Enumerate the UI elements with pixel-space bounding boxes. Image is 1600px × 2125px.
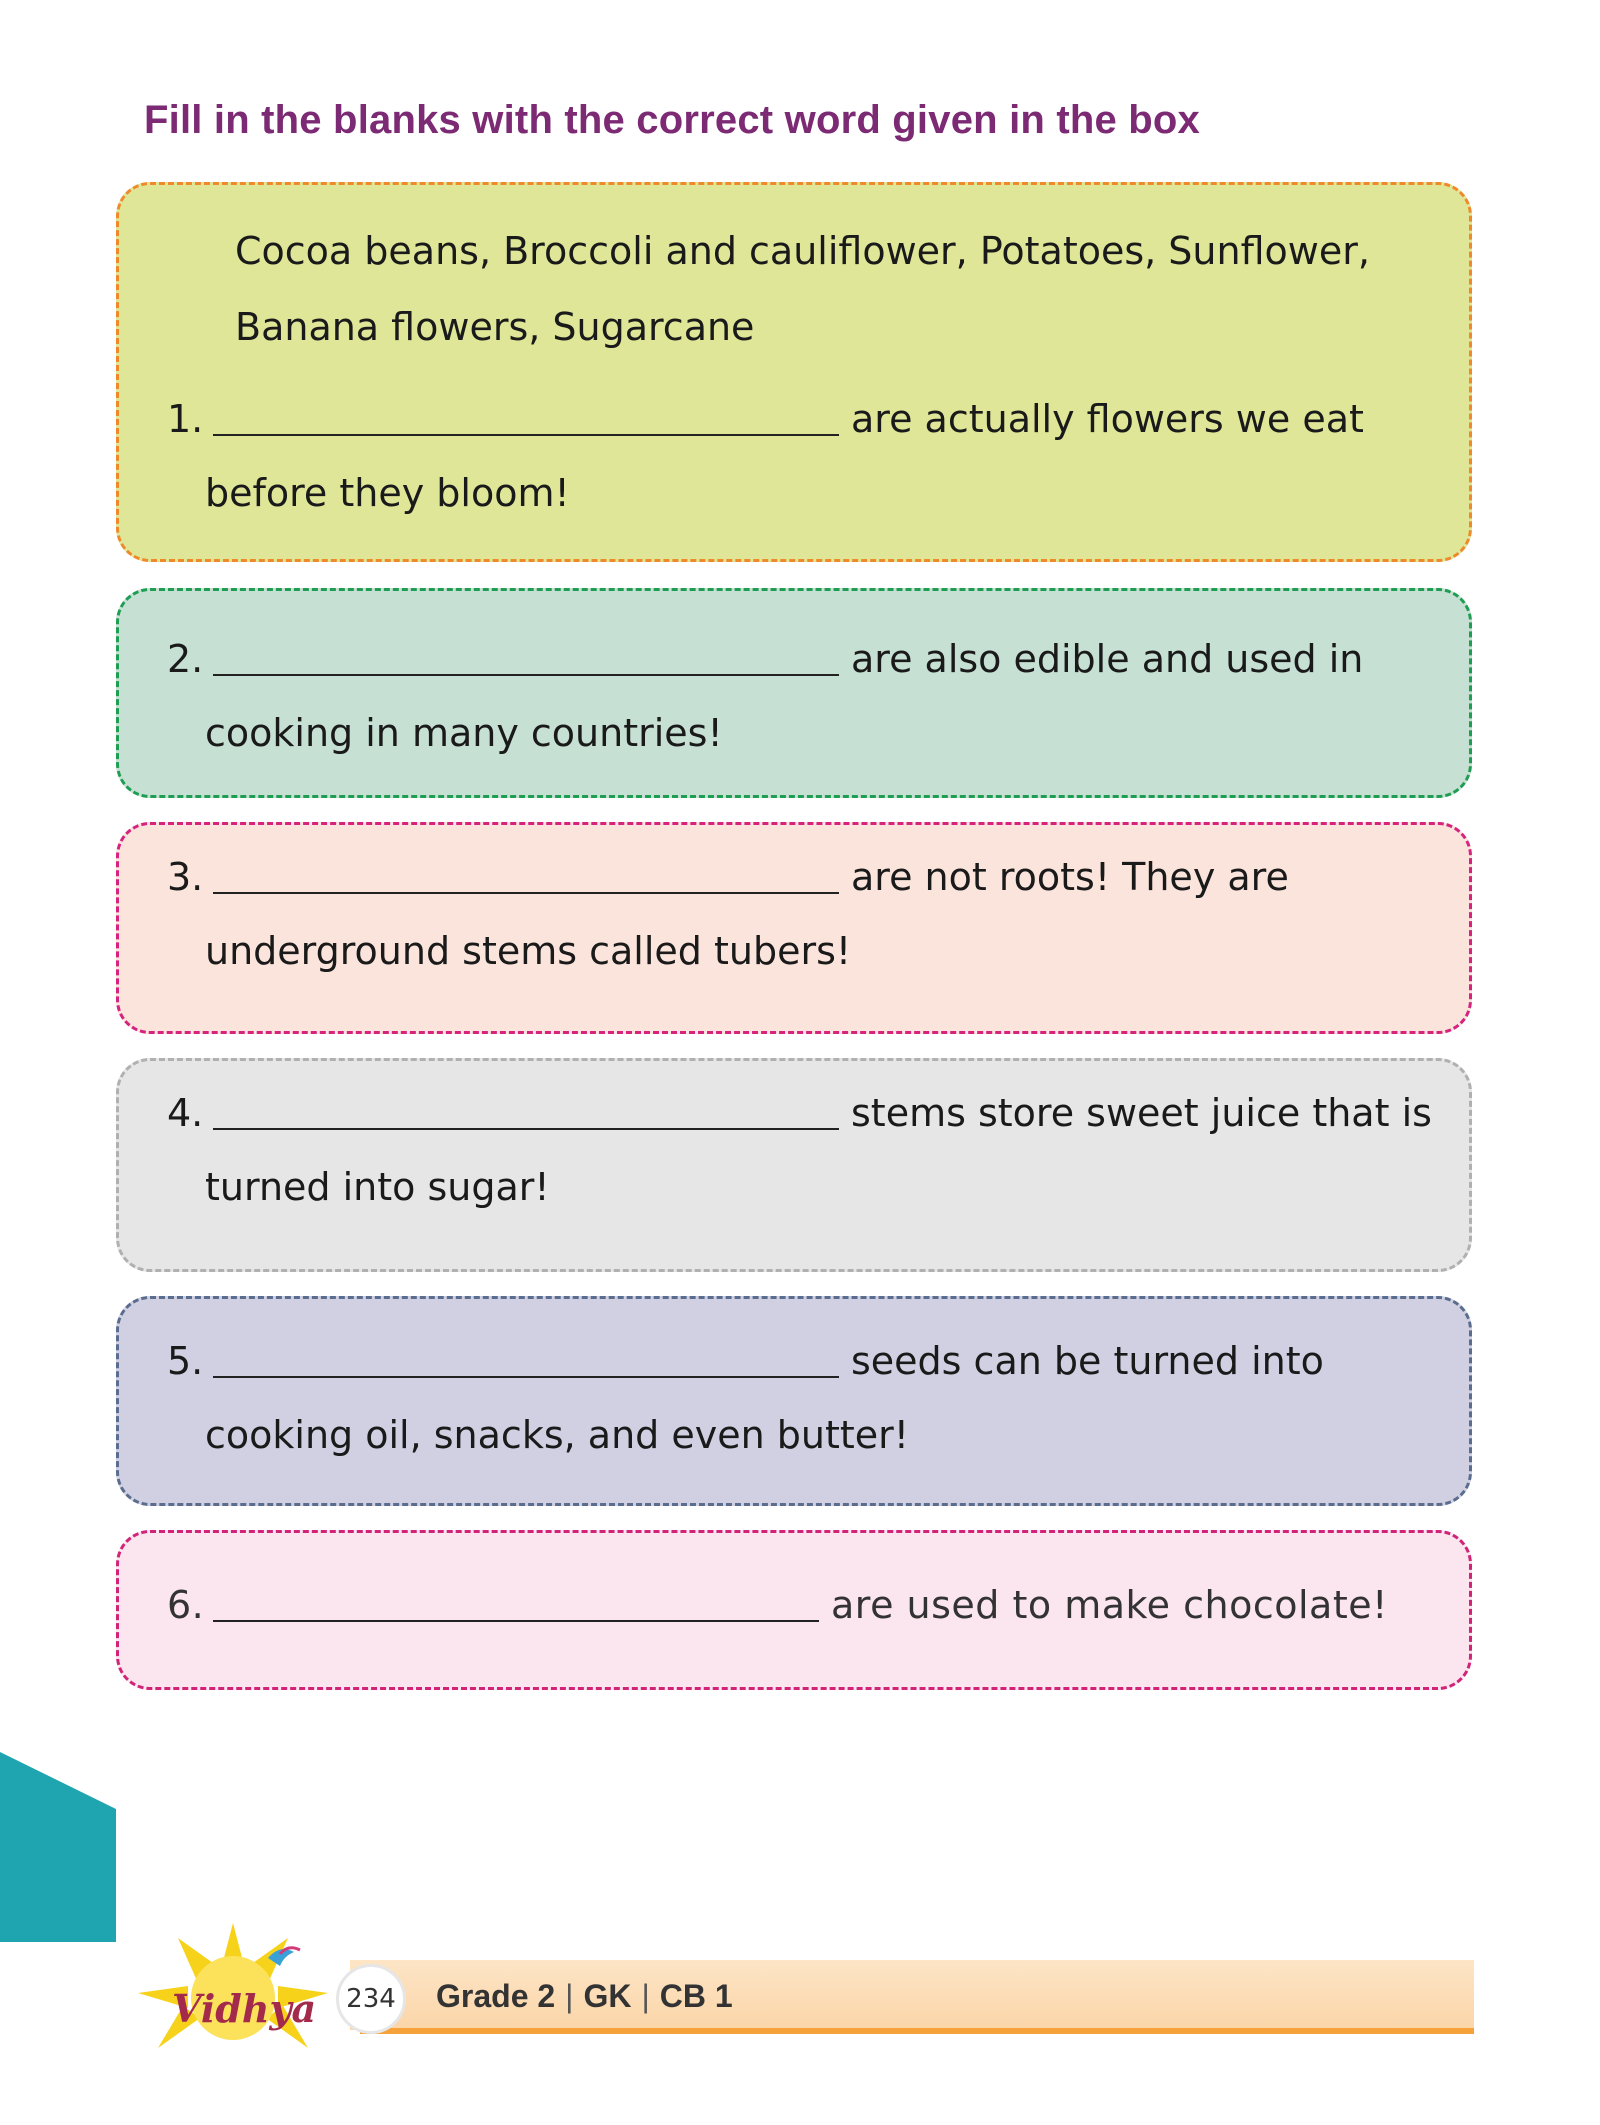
page-number: 234 (336, 1964, 406, 2034)
question-number: 3. (167, 855, 204, 899)
question-number: 4. (167, 1091, 204, 1135)
question-number: 5. (167, 1339, 204, 1383)
footer-book: CB 1 (659, 1978, 733, 2014)
page-title: Fill in the blanks with the correct word given in the box (144, 98, 1200, 142)
question-1 (167, 397, 1429, 441)
question-text: are actually flowers we eat (851, 397, 1364, 441)
answer-blank-5[interactable] (213, 1374, 839, 1378)
question-box-4 (116, 1058, 1472, 1272)
answer-blank-4[interactable] (213, 1126, 839, 1130)
teal-edge-tab (0, 1752, 116, 1942)
footer-grade: Grade 2 (436, 1978, 556, 2014)
question-1-continuation: before they bloom! (205, 471, 570, 515)
answer-blank-6[interactable] (213, 1618, 819, 1622)
footer-separator: | (641, 1978, 650, 2014)
question-box-3 (116, 822, 1472, 1034)
word-box-question-1 (116, 182, 1472, 562)
answer-blank-3[interactable] (213, 890, 839, 894)
question-text: stems store sweet juice that is (851, 1091, 1432, 1135)
answer-blank-2[interactable] (213, 672, 839, 676)
question-3 (167, 855, 1429, 899)
footer-separator: | (565, 1978, 574, 2014)
question-number: 1. (167, 397, 204, 441)
question-5 (167, 1339, 1429, 1383)
question-5-continuation: cooking oil, snacks, and even butter! (205, 1413, 910, 1457)
answer-blank-1[interactable] (213, 432, 839, 436)
question-4 (167, 1091, 1432, 1135)
question-box-5 (116, 1296, 1472, 1506)
question-text: are not roots! They are (851, 855, 1289, 899)
question-box-6 (116, 1530, 1472, 1690)
question-2-continuation: cooking in many countries! (205, 711, 723, 755)
question-number: 2. (167, 637, 204, 681)
logo-text: Vidhya (172, 1986, 317, 2031)
word-bank-line-2: Banana flowers, Sugarcane (235, 305, 755, 349)
footer-subject: GK (583, 1978, 632, 2014)
question-text: are used to make chocolate! (831, 1583, 1388, 1627)
question-text: are also edible and used in (851, 637, 1364, 681)
footer-strip (360, 2028, 1474, 2034)
question-6 (167, 1583, 1429, 1627)
question-number: 6. (167, 1583, 205, 1627)
word-bank (235, 213, 1395, 365)
footer-info (436, 1978, 733, 2015)
question-3-continuation: underground stems called tubers! (205, 929, 852, 973)
question-text: seeds can be turned into (851, 1339, 1324, 1383)
question-box-2 (116, 588, 1472, 798)
word-bank-line-1: Cocoa beans, Broccoli and cauliflower, Potatoes, Sunflower, (235, 229, 1370, 273)
question-4-continuation: turned into sugar! (205, 1165, 550, 1209)
question-2 (167, 637, 1429, 681)
